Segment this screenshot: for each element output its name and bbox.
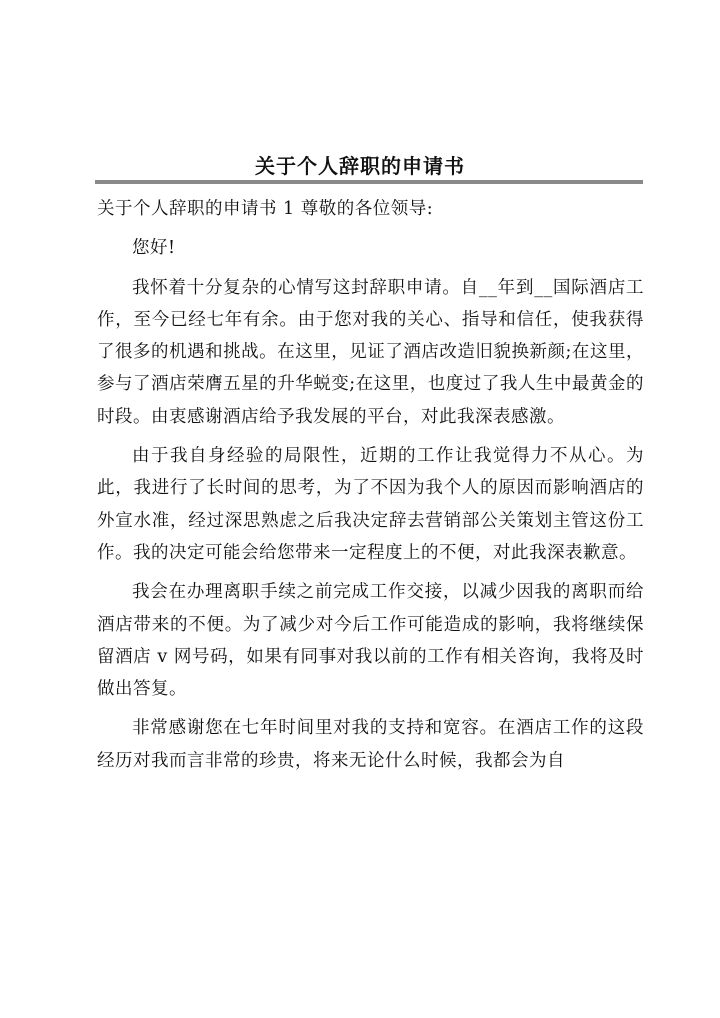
title-divider [95,180,643,184]
paragraph-1: 我怀着十分复杂的心情写这封辞职申请。自__年到__国际酒店工作，至今已经七年有余。由于您对我的关心、指导和信任，使我获得了很多的机遇和挑战。在这里，见证了酒店改造旧貌换新颜;在这里，参与了酒店荣膺五星的升华蜕变;在这里，也度过了我人生中最黄金的时段。由衷感谢酒店给予我发展的平台，对此我深表感激。 [97,277,644,427]
greeting: 您好! [132,238,176,259]
paragraph-3: 我会在办理离职手续之前完成工作交接，以减少因我的离职而给酒店带来的不便。为了减少对今后工作可能造成的影响，我将继续保留酒店 v 网号码，如果有同事对我以前的工作有相关咨询，我将及时做出答复。 [97,582,644,700]
paragraph-4: 非常感谢您在七年时间里对我的支持和宽容。在酒店工作的这段经历对我而言非常的珍贵，将来无论什么时候，我都会为自 [97,718,644,771]
paragraph-2: 由于我自身经验的局限性，近期的工作让我觉得力不从心。为此，我进行了长时间的思考，为了不因为我个人的原因而影响酒店的外宣水准，经过深思熟虑之后我决定辞去营销部公关策划主管这份工作。我的决定可能会给您带来一定程度上的不便，对此我深表歉意。 [97,446,644,563]
document-body [97,193,644,784]
intro-line: 关于个人辞职的申请书 1 尊敬的各位领导: [97,199,434,219]
document-title: 关于个人辞职的申请书 [255,154,465,178]
